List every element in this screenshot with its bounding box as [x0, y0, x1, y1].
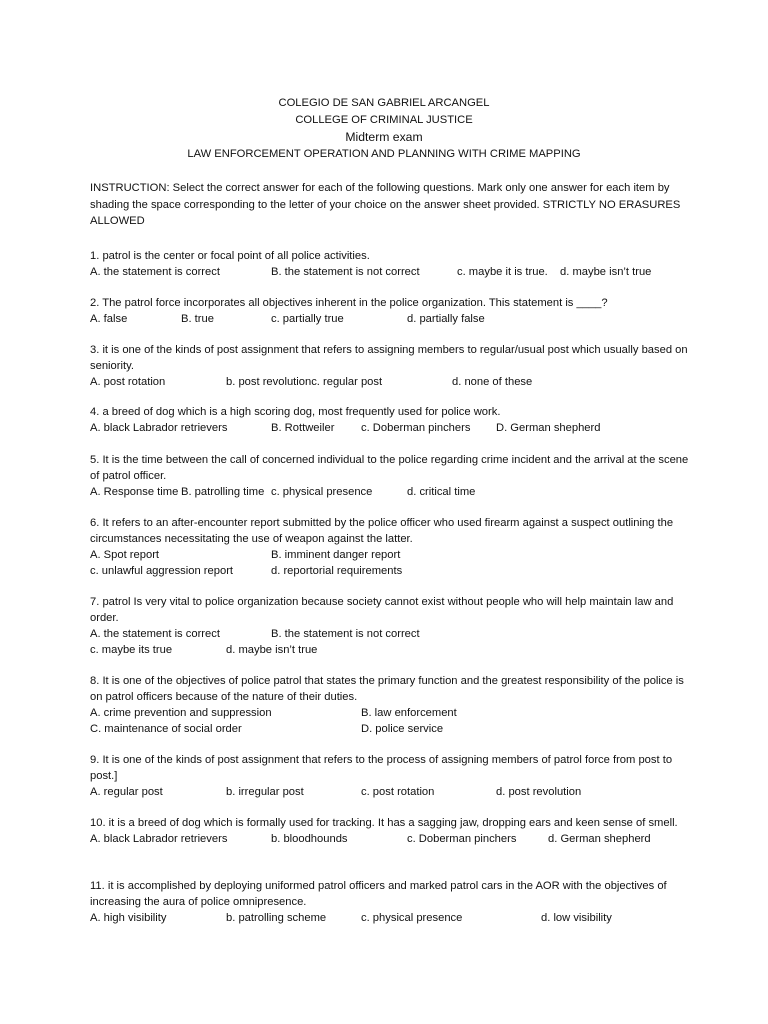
question-10	[90, 815, 690, 847]
option-a: A. Response time	[90, 486, 179, 498]
question-stem: 1. patrol is the center or focal point of all police activities.	[90, 250, 370, 262]
option-d: d. critical time	[407, 486, 476, 498]
options-row	[90, 642, 690, 658]
question-1	[90, 248, 690, 280]
question-stem: 7. patrol Is very vital to police organization because society cannot exist without people who will help maintain law and order.	[90, 596, 674, 624]
question-9	[90, 752, 690, 800]
question-2	[90, 295, 690, 327]
option-a: A. the statement is correct	[90, 628, 220, 640]
option-d: d. low visibility	[541, 912, 612, 924]
option-a: A. post rotation	[90, 376, 166, 388]
question-stem: 9. It is one of the kinds of post assignment that refers to the process of assigning members of patrol force from post to post.]	[90, 754, 673, 782]
option-a: A. crime prevention and suppression	[90, 707, 272, 719]
option-a: A. black Labrador retrievers	[90, 422, 228, 434]
option-b: B. the statement is not correct	[271, 266, 420, 278]
options-row	[90, 721, 690, 737]
question-stem: 4. a breed of dog which is a high scoring dog, most frequently used for police work.	[90, 406, 501, 418]
options-row	[90, 705, 690, 721]
question-6	[90, 515, 690, 579]
option-c: C. maintenance of social order	[90, 723, 242, 735]
options-row	[90, 784, 690, 800]
option-b: b. post revolutionc. regular post	[226, 376, 383, 388]
option-b: B. Rottweiler	[271, 422, 335, 434]
question-7	[90, 594, 690, 658]
options-row	[90, 626, 690, 642]
question-stem: 5. It is the time between the call of concerned individual to the police regarding crime incident and the arrival at the scene of patrol officer.	[90, 454, 689, 482]
question-8	[90, 673, 690, 737]
question-11	[90, 878, 690, 926]
option-c: c. unlawful aggression report	[90, 565, 234, 577]
option-d: d. post revolution	[496, 786, 582, 798]
option-a: A. Spot report	[90, 549, 160, 561]
option-c: c. post rotation	[361, 786, 435, 798]
question-stem: 3. it is one of the kinds of post assignment that refers to assigning members to regular/usual post which usually based on seniority.	[90, 344, 688, 372]
option-c: c. maybe its true	[90, 644, 173, 656]
options-row	[90, 311, 690, 327]
option-d: d. reportorial requirements	[271, 565, 403, 577]
option-b: B. law enforcement	[361, 707, 457, 719]
options-row	[90, 910, 690, 926]
question-stem: 2. The patrol force incorporates all objectives inherent in the police organization. This statement is ____?	[90, 297, 608, 309]
option-b: b. irregular post	[226, 786, 304, 798]
option-c: c. Doberman pinchers	[407, 833, 517, 845]
option-a: A. regular post	[90, 786, 163, 798]
exam-title: Midterm exam	[345, 130, 423, 144]
option-a: A. false	[90, 313, 128, 325]
option-d: D. German shepherd	[496, 422, 601, 434]
option-b: B. imminent danger report	[271, 549, 401, 561]
option-a: A. high visibility	[90, 912, 167, 924]
option-c: c. physical presence	[271, 486, 373, 498]
question-5	[90, 452, 690, 500]
instruction-text: INSTRUCTION: Select the correct answer for each of the following questions. Mark only one answer for each item by shading the space corresponding to the letter of your choice on the answer sheet provided. STRICTLY NO ERASURES ALLOWED	[90, 182, 681, 228]
options-row	[90, 264, 690, 280]
option-d: d. none of these	[452, 376, 533, 388]
option-d: d. partially false	[407, 313, 485, 325]
option-b: B. the statement is not correct	[271, 628, 420, 640]
options-row	[90, 420, 690, 436]
options-row	[90, 547, 690, 563]
option-c: c. maybe it is true.	[457, 266, 548, 278]
options-row	[90, 374, 690, 390]
question-stem: 11. it is accomplished by deploying uniformed patrol officers and marked patrol cars in the AOR with the objectives of increasing the aura of police omnipresence.	[90, 880, 667, 908]
option-d: d. maybe isn’t true	[226, 644, 318, 656]
college-name: COLLEGE OF CRIMINAL JUSTICE	[295, 114, 473, 126]
school-name: COLEGIO DE SAN GABRIEL ARCANGEL	[278, 97, 490, 109]
question-4	[90, 404, 690, 436]
option-b: B. patrolling time	[181, 486, 265, 498]
options-row	[90, 831, 690, 847]
question-stem: 10. it is a breed of dog which is formally used for tracking. It has a sagging jaw, dropping ears and keen sense of smell.	[90, 817, 678, 829]
option-b: b. patrolling scheme	[226, 912, 327, 924]
option-b: b. bloodhounds	[271, 833, 348, 845]
question-stem: 6. It refers to an after-encounter report submitted by the police officer who used firearm against a suspect outlining the circumstances necessitating the use of weapon against the latter.	[90, 517, 674, 545]
option-a: A. black Labrador retrievers	[90, 833, 228, 845]
option-d: d. maybe isn’t true	[560, 266, 652, 278]
question-stem: 8. It is one of the objectives of police patrol that states the primary function and the greatest responsibility of the police is on patrol officers because of the nature of their duties.	[90, 675, 684, 703]
options-row	[90, 563, 690, 579]
exam-header	[0, 95, 768, 163]
option-d: D. police service	[361, 723, 444, 735]
subject-title: LAW ENFORCEMENT OPERATION AND PLANNING WITH CRIME MAPPING	[187, 148, 581, 160]
option-c: c. Doberman pinchers	[361, 422, 471, 434]
option-c: c. physical presence	[361, 912, 463, 924]
option-c: c. partially true	[271, 313, 344, 325]
option-a: A. the statement is correct	[90, 266, 220, 278]
question-3	[90, 342, 690, 390]
options-row	[90, 484, 690, 500]
option-d: d. German shepherd	[548, 833, 651, 845]
option-b: B. true	[181, 313, 214, 325]
